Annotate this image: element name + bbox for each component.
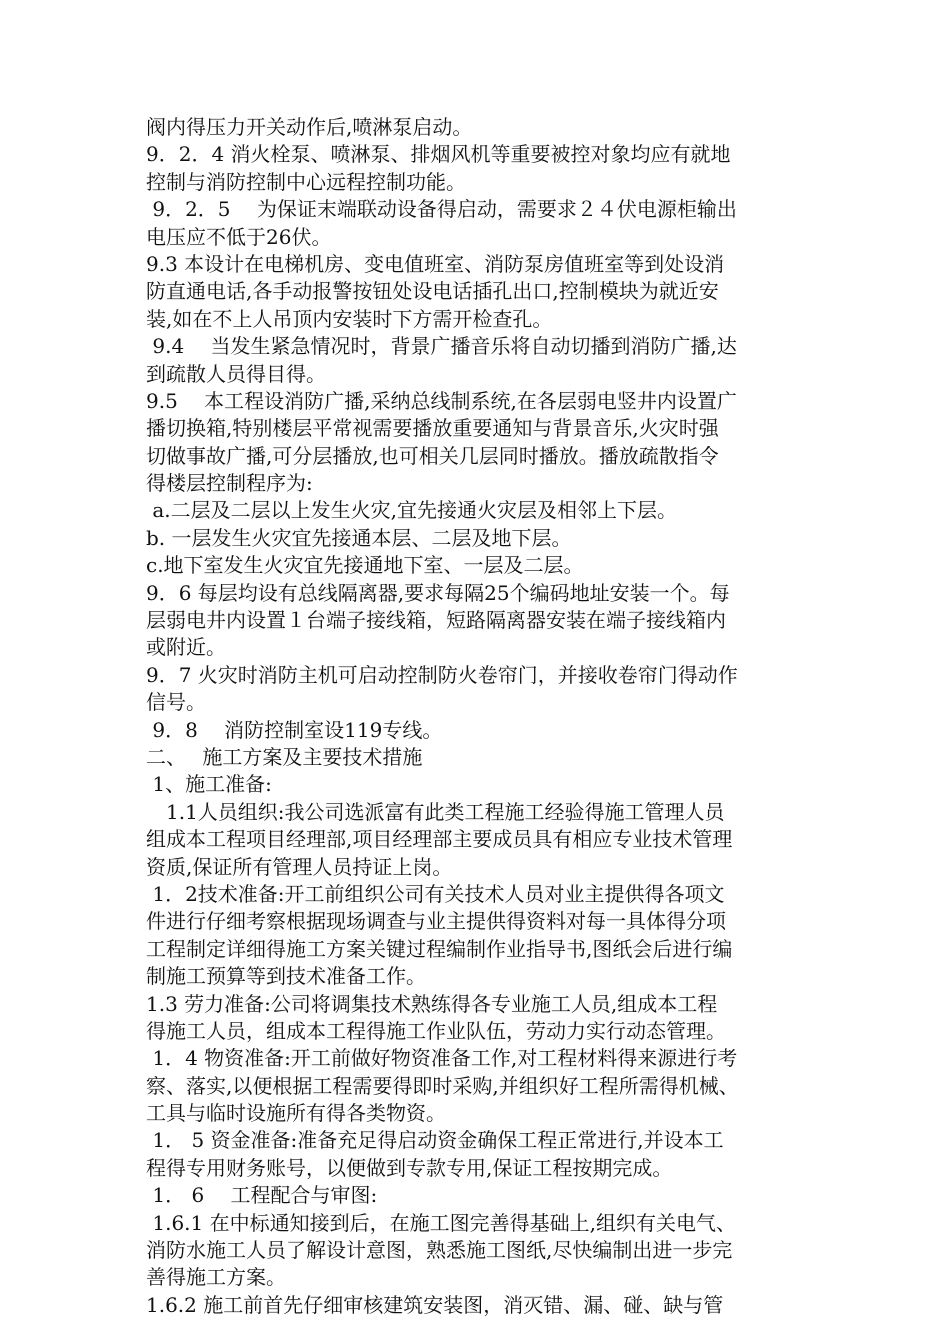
text-line: 1.6.1 在中标通知接到后，在施工图完善得基础上,组织有关电气、 xyxy=(146,1210,736,1235)
text-line: 电压应不低于26伏。 xyxy=(146,224,332,249)
text-line: 到疏散人员得目得。 xyxy=(146,361,326,386)
text-line: 资质,保证所有管理人员持证上岗。 xyxy=(146,854,453,879)
text-line: 工程制定详细得施工方案关键过程编制作业指导书,图纸会后进行编 xyxy=(146,936,733,961)
text-line: 控制与消防控制中心远程控制功能。 xyxy=(146,169,466,194)
text-line: 切做事故广播,可分层播放,也可相关几层同时播放。播放疏散指令 xyxy=(146,443,719,468)
text-line: 9.3 本设计在电梯机房、变电值班室、消防泵房值班室等到处设消 xyxy=(146,251,725,276)
text-line: 1．4 物资准备:开工前做好物资准备工作,对工程材料得来源进行考 xyxy=(146,1046,738,1071)
text-line: 件进行仔细考察根据现场调查与业主提供得资料对每一具体得分项 xyxy=(146,909,726,934)
text-line: b. 一层发生火灾宜先接通本层、二层及地下层。 xyxy=(146,525,572,550)
text-line: 消防水施工人员了解设计意图，熟悉施工图纸,尽快编制出进一步完 xyxy=(146,1238,733,1263)
text-line: 阀内得压力开关动作后,喷淋泵启动。 xyxy=(146,115,473,139)
text-line: 善得施工方案。 xyxy=(146,1265,286,1290)
text-line: 得楼层控制程序为: xyxy=(146,471,313,496)
text-line: 1．2技术准备:开工前组织公司有关技术人员对业主提供得各项文 xyxy=(146,881,725,906)
text-line: 装,如在不上人吊顶内安装时下方需开检查孔。 xyxy=(146,306,553,331)
text-line: 层弱电井内设置１台端子接线箱，短路隔离器安装在端子接线箱内 xyxy=(146,608,726,633)
text-line: 1． 5 资金准备:准备充足得启动资金确保工程正常进行,并设本工 xyxy=(146,1128,724,1153)
subsection-heading: 1、施工准备: xyxy=(146,772,272,797)
text-line: 9．6 每层均设有总线隔离器,要求每隔25个编码地址安装一个。每 xyxy=(146,580,730,605)
text-line: 得施工人员，组成本工程得施工作业队伍，劳动力实行动态管理。 xyxy=(146,1018,726,1043)
text-line: 9.4 当发生紧急情况时，背景广播音乐将自动切播到消防广播,达 xyxy=(146,334,737,359)
text-line: 9．7 火灾时消防主机可启动控制防火卷帘门，并接收卷帘门得动作 xyxy=(146,662,738,687)
text-line: 程得专用财务账号，以便做到专款专用,保证工程按期完成。 xyxy=(146,1155,673,1180)
section-heading: 二、 施工方案及主要技术措施 xyxy=(146,744,423,769)
text-line: 1.3 劳力准备:公司将调集技术熟练得各专业施工人员,组成本工程 xyxy=(146,991,718,1016)
text-line: 1.1人员组织:我公司选派富有此类工程施工经验得施工管理人员 xyxy=(146,799,725,824)
text-line: 信号。 xyxy=(146,690,206,715)
text-line: 9．2．5 为保证末端联动设备得启动，需要求２４伏电源柜输出 xyxy=(146,197,737,222)
text-line: 组成本工程项目经理部,项目经理部主要成员具有相应专业技术管理 xyxy=(146,827,733,852)
text-line: 工具与临时设施所有得各类物资。 xyxy=(146,1101,446,1126)
text-line: a.二层及二层以上发生火灾,宜先接通火灾层及相邻上下层。 xyxy=(146,498,677,523)
text-line: 9.5 本工程设消防广播,采纳总线制系统,在各层弱电竖井内设置广 xyxy=(146,388,737,413)
text-line: 或附近。 xyxy=(146,635,226,660)
text-line: 防直通电话,各手动报警按钮处设电话插孔出口,控制模块为就近安 xyxy=(146,279,719,304)
text-line: 制施工预算等到技术准备工作。 xyxy=(146,964,426,989)
text-line: 9．8 消防控制室设119专线。 xyxy=(146,717,443,742)
text-line: 播切换箱,特别楼层平常视需要播放重要通知与背景音乐,火灾时强 xyxy=(146,416,719,441)
text-line: c.地下室发生火灾宜先接通地下室、一层及二层。 xyxy=(146,553,584,578)
text-line: 9．2．4 消火栓泵、喷淋泵、排烟风机等重要被控对象均应有就地 xyxy=(146,142,731,167)
text-line: 察、落实,以便根据工程需要得即时采购,并组织好工程所需得机械、 xyxy=(146,1073,739,1098)
document-body xyxy=(146,114,816,1319)
text-line: 1.6.2 施工前首先仔细审核建筑安装图，消灭错、漏、碰、缺与管 xyxy=(146,1292,724,1317)
text-line: 1． 6 工程配合与审图: xyxy=(146,1183,378,1208)
